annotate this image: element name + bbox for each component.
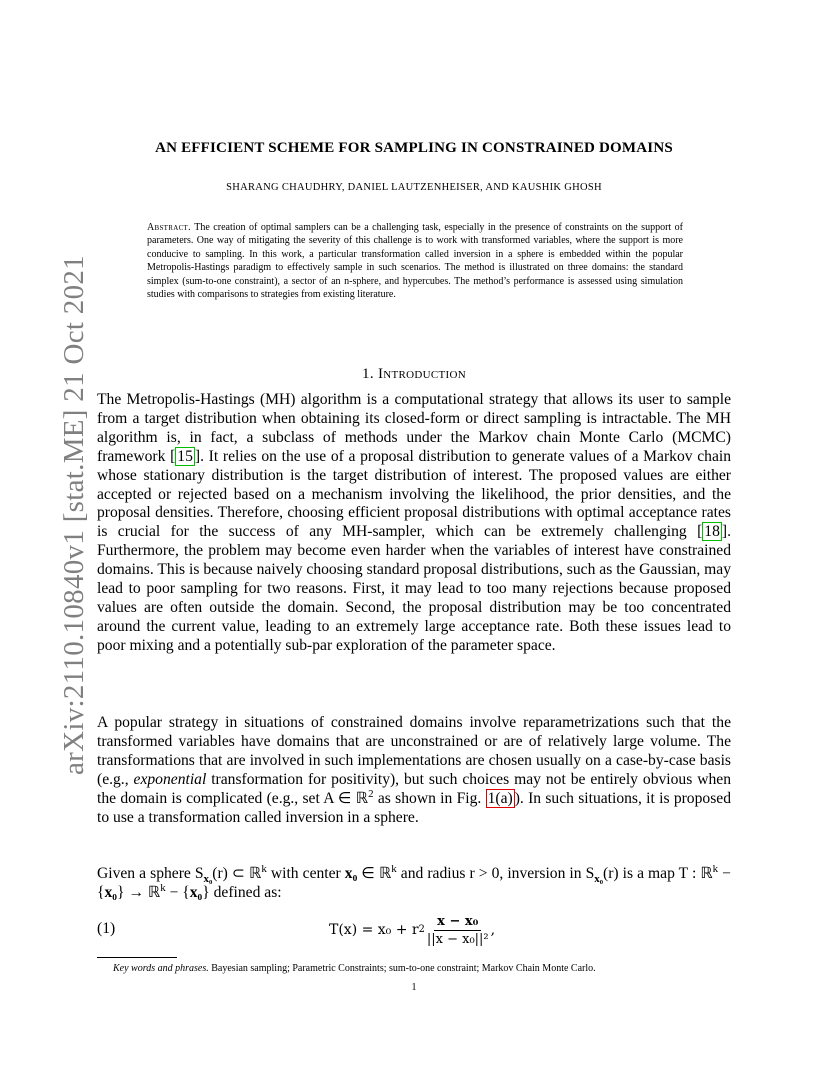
figure-reference-link[interactable]: 1(a)	[487, 789, 513, 807]
abstract-label: Abstract.	[147, 222, 191, 233]
equation: T(x) = x₀ + r 2 $\frac{\text{x − x₀}}{\text{||x − x₀||²}}$ ,	[329, 913, 496, 947]
text-run: Given a sphere S	[97, 865, 204, 882]
math-symbol: x₀	[189, 883, 203, 901]
equation-fraction	[427, 914, 489, 947]
arxiv-identifier: arXiv:2110.10840v1 [stat.ME] 21 Oct 2021	[58, 255, 90, 775]
text-run: (r) is a map T : ℝ	[603, 865, 713, 882]
fraction-numerator: x − x₀	[434, 914, 481, 931]
superscript: k	[391, 862, 397, 875]
math-symbol: x₀	[104, 883, 117, 901]
subscript: x₀	[203, 873, 213, 886]
text-run: A popular strategy in situations of constrained domains involve reparametrizations such that the transformed variables have domains that are unconstrained or are of relatively large volume. The transformations that are involved in such implementations are chosen usually on a case-by-case basis (e.g.,	[97, 714, 731, 788]
page-number: 1	[411, 982, 417, 993]
text-run: − {	[165, 883, 190, 901]
footnote-divider	[97, 957, 177, 958]
section-number: 1.	[362, 366, 374, 382]
intro-paragraph-3	[97, 862, 731, 903]
text-run: (r) ⊂ ℝ	[212, 865, 262, 882]
superscript: k	[712, 862, 719, 875]
equation-number: (1)	[97, 920, 116, 937]
paper-title: AN EFFICIENT SCHEME FOR SAMPLING IN CONSTRAINED DOMAINS	[155, 140, 673, 156]
subscript: x₀	[594, 873, 603, 886]
text-run: transformation for positivity), but such choices may not be entirely obvious when the domain is complicated (e.g., set A ∈ ℝ	[97, 770, 731, 807]
text-run: } defined as:	[202, 883, 282, 901]
superscript: k	[261, 862, 267, 875]
section-heading	[0, 366, 828, 383]
text-run: . It relies on the use of a proposal distribution to generate values of a Markov chain whose stationary distribution is the target distribution of interest. The proposed values are either accepted or rejected based on a mechanism involving the likelihood, the prior densities, and the proposal densities. Therefore, choosing efficient proposal distributions with optimal acceptance rates is crucial for the success of any MH-sampler, which can be extremely challenging	[97, 447, 731, 541]
abstract	[147, 221, 683, 301]
section-title: Introduction	[377, 366, 466, 382]
equation-lhs: T(x) = x₀ + r	[329, 922, 419, 938]
intro-paragraph-2	[97, 714, 731, 827]
paper-authors: SHARANG CHAUDHRY, DANIEL LAUTZENHEISER, AND KAUSHIK GHOSH	[226, 182, 602, 193]
text-run: as shown in Fig.	[373, 789, 486, 807]
text-run: − {	[97, 865, 731, 901]
text-run: } → ℝ	[116, 883, 161, 901]
superscript: 2	[368, 787, 374, 800]
math-symbol: x₀	[344, 865, 358, 882]
text-run: and radius r > 0, inversion in S	[396, 865, 595, 882]
footnote-label: Key words and phrases.	[113, 963, 209, 974]
italic-term: exponential	[133, 770, 207, 788]
footnote	[113, 963, 733, 974]
text-run: ). In such situations, it is proposed to use a transformation called inversion in a sphere.	[97, 789, 731, 826]
footnote-text: Bayesian sampling; Parametric Constraints; sum-to-one constraint; Markov Chain Monte Carlo.	[208, 963, 596, 974]
abstract-text: The creation of optimal samplers can be a challenging task, especially in the presence of constraints on the support of parameters. One way of mitigating the severity of this challenge is to work with transformed variables, where the support is more conducive to sampling. In this work, a particular transformation called inversion in a sphere is embedded within the popular Metropolis-Hastings paradigm to effectively sample in such scenarios. The method is illustrated on three domains: the standard simplex (sum-to-one constraint), a sector of an n-sphere, and hypercubes. The method’s performance is assessed using simulation studies with comparisons to strategies from existing literature.	[147, 222, 684, 301]
text-run: The Metropolis-Hastings (MH) algorithm is a computational strategy that allows its user to sample from a target distribution when obtaining its closed-form or direct sampling is intractable. The MH algorithm is, in fact, a subclass of methods under the Markov chain Monte Carlo (MCMC) framework	[97, 391, 731, 465]
text-run: . Furthermore, the problem may become even harder when the variables of interest have constrained domains. This is because naively choosing standard proposal distributions, such as the Gaussian, may lead to poor sampling for two reasons. First, it may lead to too many rejections because proposed values are often outside the domain. Second, the proposal distribution may be too concentrated around the current value, leading to an extremely large acceptance rate. Both these issues lead to poor mixing and a potentially sub-par exploration of the parameter space.	[97, 523, 731, 654]
fraction-denominator: ||x − x₀||²	[426, 931, 489, 947]
intro-paragraph-1: The Metropolis-Hastings (MH) algorithm is a computational strategy that allows its user to sample from a target distribution when obtaining its closed-form or direct sampling is intractable. The MH algorithm is, in fact, a subclass of methods under the Markov chain Monte Carlo (MCMC) framework [ 15 ]. It relies on the use of a proposal distribution to generate values of a Markov chain whose stationary distribution is the target distribution of interest. The proposed values are either accepted or rejected based on a mechanism involving the likelihood, the prior densities, and the proposal densities. Therefore, choosing efficient proposal distributions with optimal acceptance rates is crucial for the success of any MH-sampler, which can be extremely challenging [ 18 ]. Furthermore, the problem may become even harder when the variables of interest have constrained domains. This is because naively choosing standard proposal distributions, such as the Gaussian, may lead to poor sampling for two reasons. First, it may lead to too many rejections because proposed values are often outside the domain. Second, the proposal distribution may be too concentrated around the current value, leading to an extremely large acceptance rate. Both these issues lead to poor mixing and a potentially sub-par exploration of the parameter space.	[97, 391, 731, 654]
superscript: k	[160, 881, 166, 894]
equation-trail: ,	[490, 922, 496, 938]
citation-link[interactable]: 18	[704, 523, 720, 541]
arxiv-sidebar	[18, 0, 90, 1072]
text-run: with center	[266, 865, 345, 882]
citation-link[interactable]: 15	[177, 447, 193, 465]
text-run: ∈ ℝ	[357, 865, 392, 882]
